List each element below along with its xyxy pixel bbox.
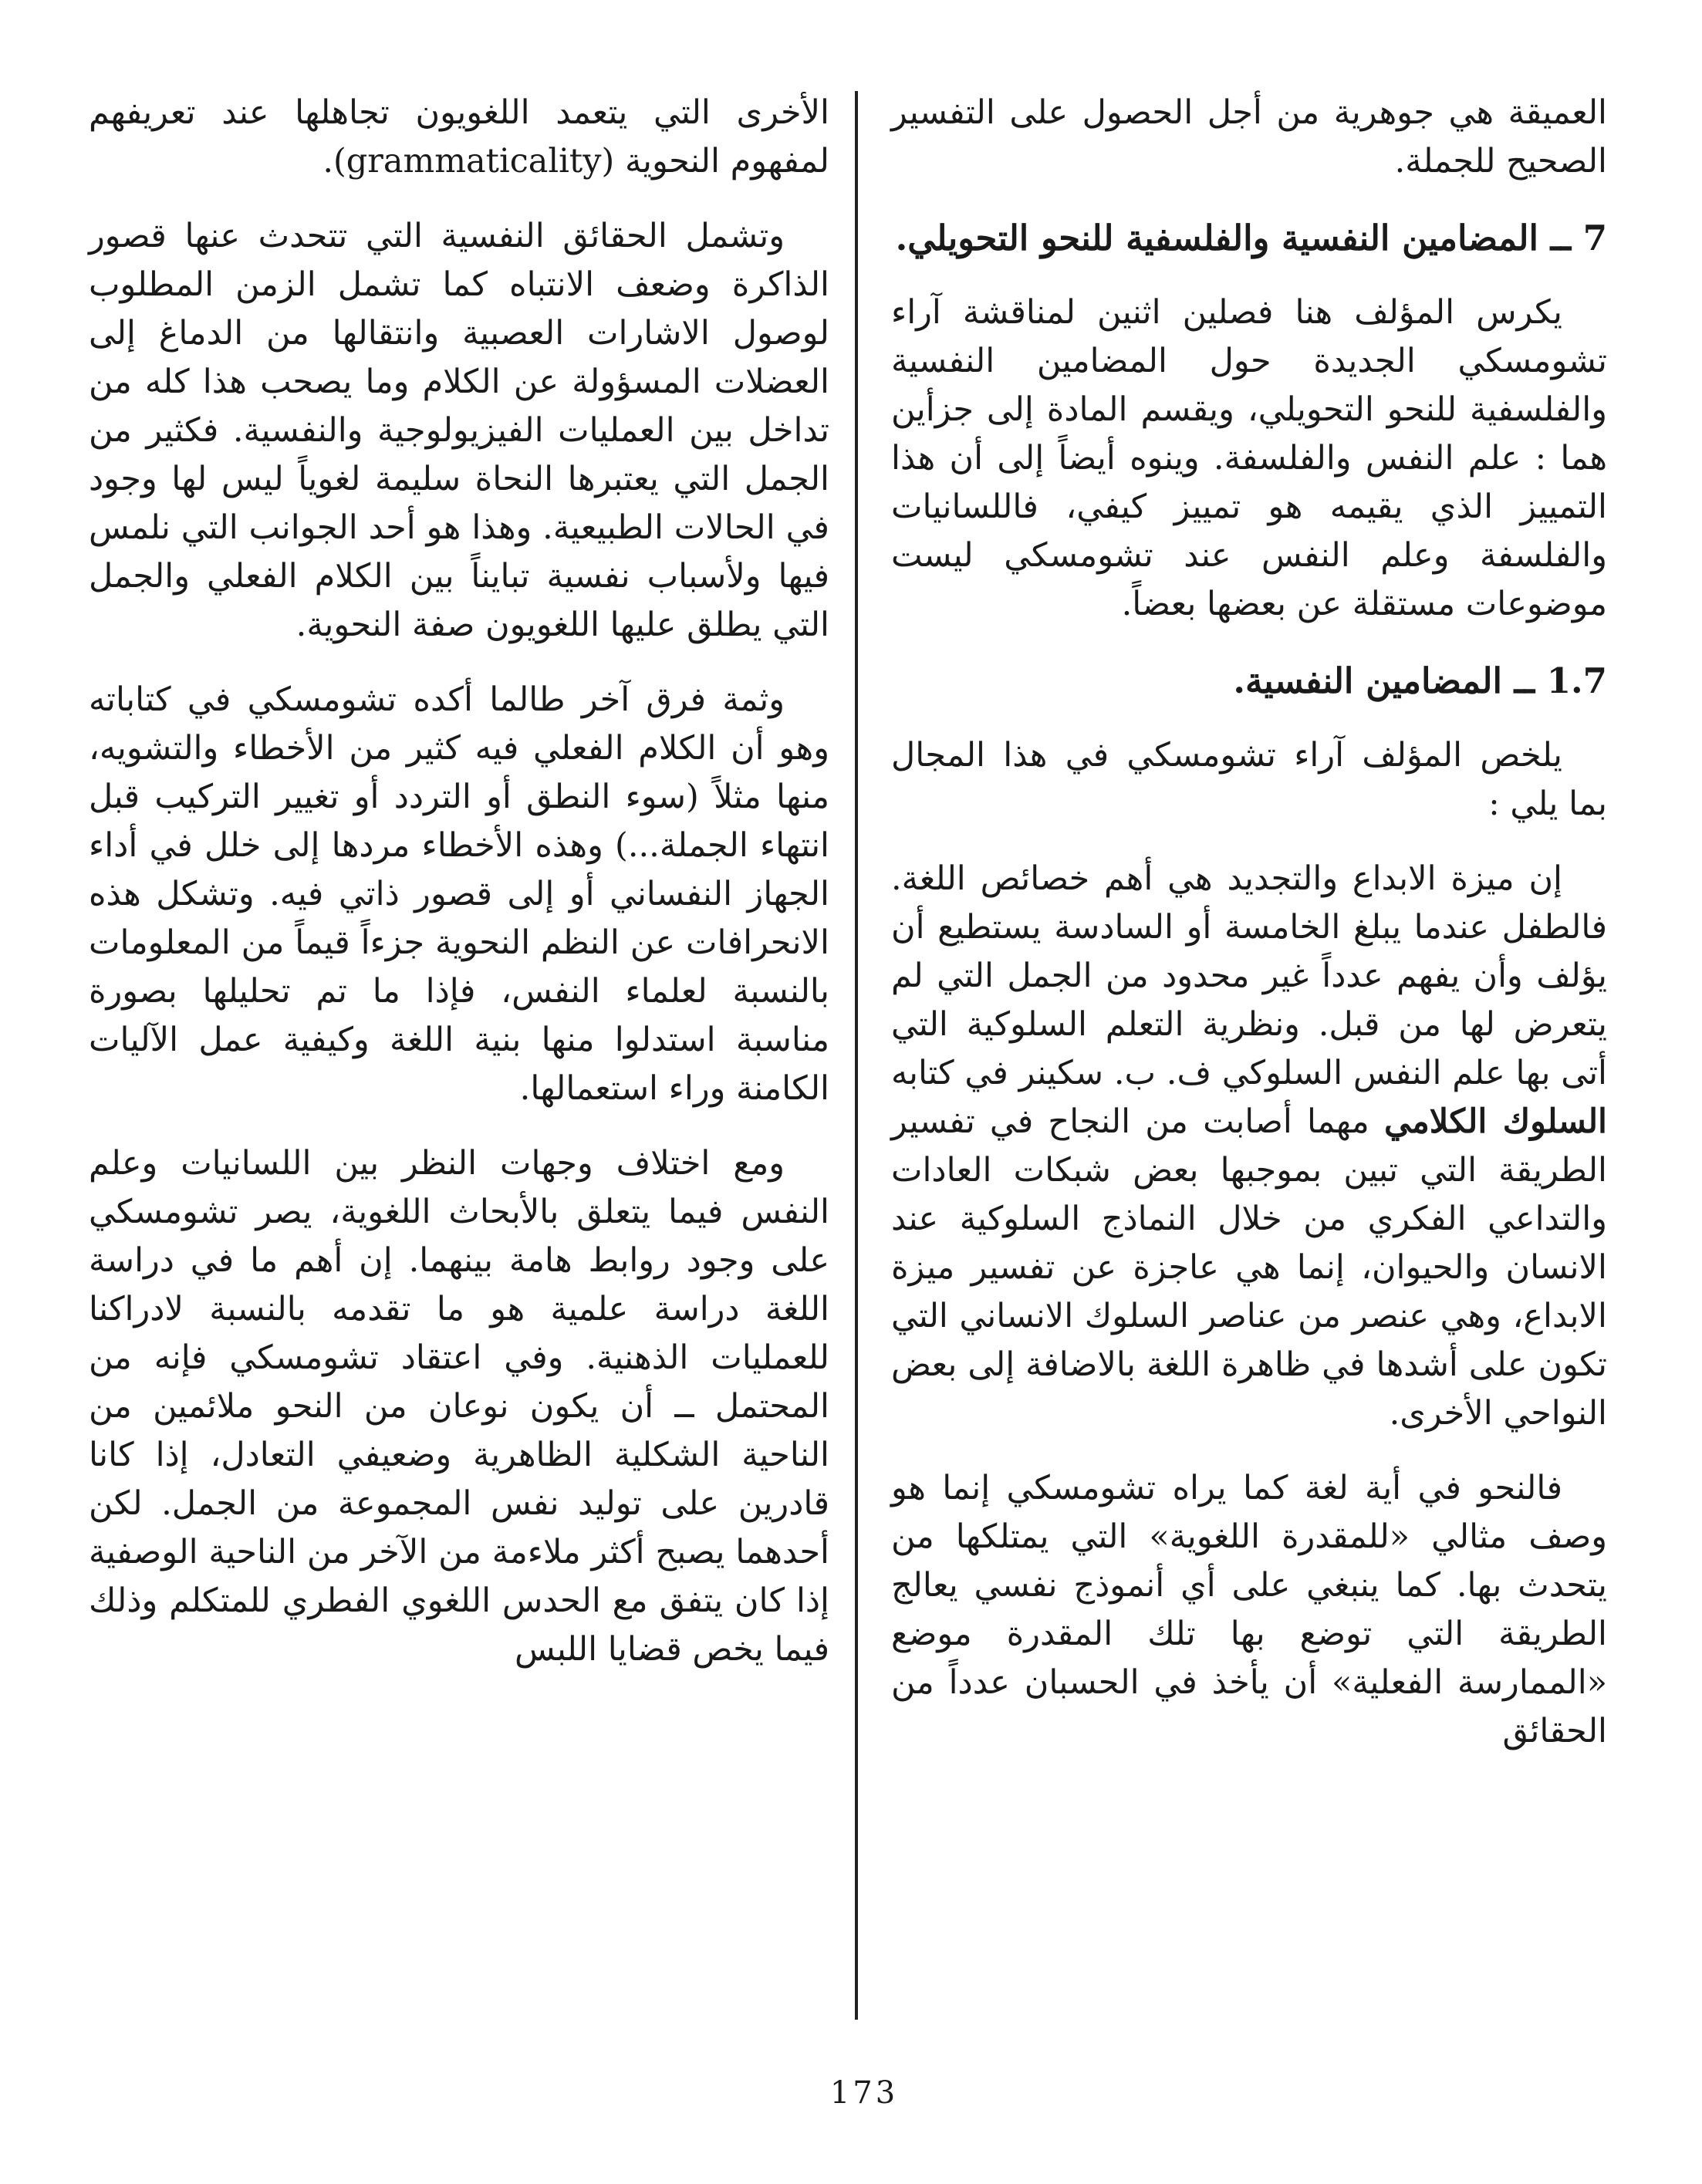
right-paragraph-4: فالنحو في أية لغة كما يراه تشومسكي إنما هو وصف مثالي «للمقدرة اللغوية» التي يمتلكها من يتحدث بها. كما ينبغي على أي أنموذج نفسي يعالج الطريقة التي توضع بها تلك المقدرة موضع «الممارسة الفعلية» أن يأخذ في الحسبان عدداً من الحقائق [891,1469,1607,1750]
book-title-bold: السلوك الكلامي [1383,1102,1607,1141]
section-heading-7: 7 ــ المضامين النفسية والفلسفية للنحو التحويلي. [895,218,1607,258]
right-paragraph-2: يلخص المؤلف آراء تشومسكي في هذا المجال بما يلي : [891,736,1607,823]
left-paragraph-2: وثمة فرق آخر طالما أكده تشومسكي في كتاباته وهو أن الكلام الفعلي فيه كثير من الأخطاء والتشويه، منها مثلاً (سوء النطق أو التردد أو تغيير التركيب قبل انتهاء الجملة...) وهذه الأخطاء مردها إلى خلل في أداء الجهاز النفساني أو إلى قصور ذاتي فيه. وتشكل هذه الانحرافات عن النظم النحوية جزءاً قيماً من المعلومات بالنسبة لعلماء النفس، فإذا ما تم تحليلها بصورة مناسبة استدلوا منها بنية اللغة وكيفية عمل الآليات الكامنة وراء استعمالها. [89,680,829,1108]
right-paragraph-3 [891,855,1607,1438]
p3-text-before: إن ميزة الابداع والتجديد هي أهم خصائص اللغة. فالطفل عندما يبلغ الخامسة أو السادسة يستطيع أن يؤلف وأن يفهم عدداً غير محدود من الجمل التي لم يتعرض لها من قبل. ونظرية التعلم السلوكية التي أتى بها علم النفس السلوكي ف. ب. سكينر في كتابه [891,859,1607,1092]
left-paragraph-3: ومع اختلاف وجهات النظر بين اللسانيات وعلم النفس فيما يتعلق بالأبحاث اللغوية، يصر تشومسكي على وجود روابط هامة بينهما. إن أهم ما في دراسة اللغة دراسة علمية هو ما تقدمه بالنسبة لادراكنا للعمليات الذهنية. وفي اعتقاد تشومسكي فإنه من المحتمل ــ أن يكون نوعان من النحو ملائمين من الناحية الشكلية الظاهرية وضعيفي التعادل، إذا كانا قادرين على توليد نفس المجموعة من الجمل. لكن أحدهما يصبح أكثر ملاءمة من الآخر من الناحية الوصفية إذا كان يتفق مع الحدس اللغوي الفطري للمتكلم وذلك فيما يخص قضايا اللبس [89,1144,829,1669]
left-intro-paragraph: الأخرى التي يتعمد اللغويون تجاهلها عند تعريفهم لمفهوم النحوية (grammaticality). [89,93,829,181]
right-column [891,89,1607,1782]
p3-text-after: مهما أصابت من النجاح في تفسير الطريقة التي تبين بموجبها بعض شبكات العادات والتداعي الفكري من خلال النماذج السلوكية عند الانسان والحيوان، إنما هي عاجزة عن تفسير ميزة الابداع، وهي عنصر من عناصر السلوك الانساني التي تكون على أشدها في ظاهرة اللغة بالاضافة إلى بعض النواحي الأخرى. [891,1102,1607,1433]
section-heading-7-1: 1.7 ــ المضامين النفسية. [1233,660,1607,701]
page-number: 173 [829,2075,899,2111]
left-column [89,89,829,1700]
left-paragraph-1: وتشمل الحقائق النفسية التي تتحدث عنها قصور الذاكرة وضعف الانتباه كما تشمل الزمن المطلوب لوصول الاشارات العصبية وانتقالها من الدماغ إلى العضلات المسؤولة عن الكلام وما يصحب هذا كله من تداخل بين العمليات الفيزيولوجية والنفسية. فكثير من الجمل التي يعتبرها النحاة سليمة لغوياً ليس لها وجود في الحالات الطبيعية. وهذا هو أحد الجوانب التي نلمس فيها ولأسباب نفسية تبايناً بين الكلام الفعلي والجمل التي يطلق عليها اللغويون صفة النحوية. [89,217,829,644]
right-paragraph-1: يكرس المؤلف هنا فصلين اثنين لمناقشة آراء تشومسكي الجديدة حول المضامين النفسية والفلسفية للنحو التحويلي، ويقسم المادة إلى جزأين هما : علم النفس والفلسفة. وينوه أيضاً إلى أن هذا التمييز الذي يقيمه هو تمييز كيفي، فاللسانيات والفلسفة وعلم النفس عند تشومسكي ليست موضوعات مستقلة عن بعضها بعضاً. [891,293,1607,623]
right-intro-paragraph: العميقة هي جوهرية من أجل الحصول على التفسير الصحيح للجملة. [891,93,1607,181]
column-divider [855,91,858,2020]
